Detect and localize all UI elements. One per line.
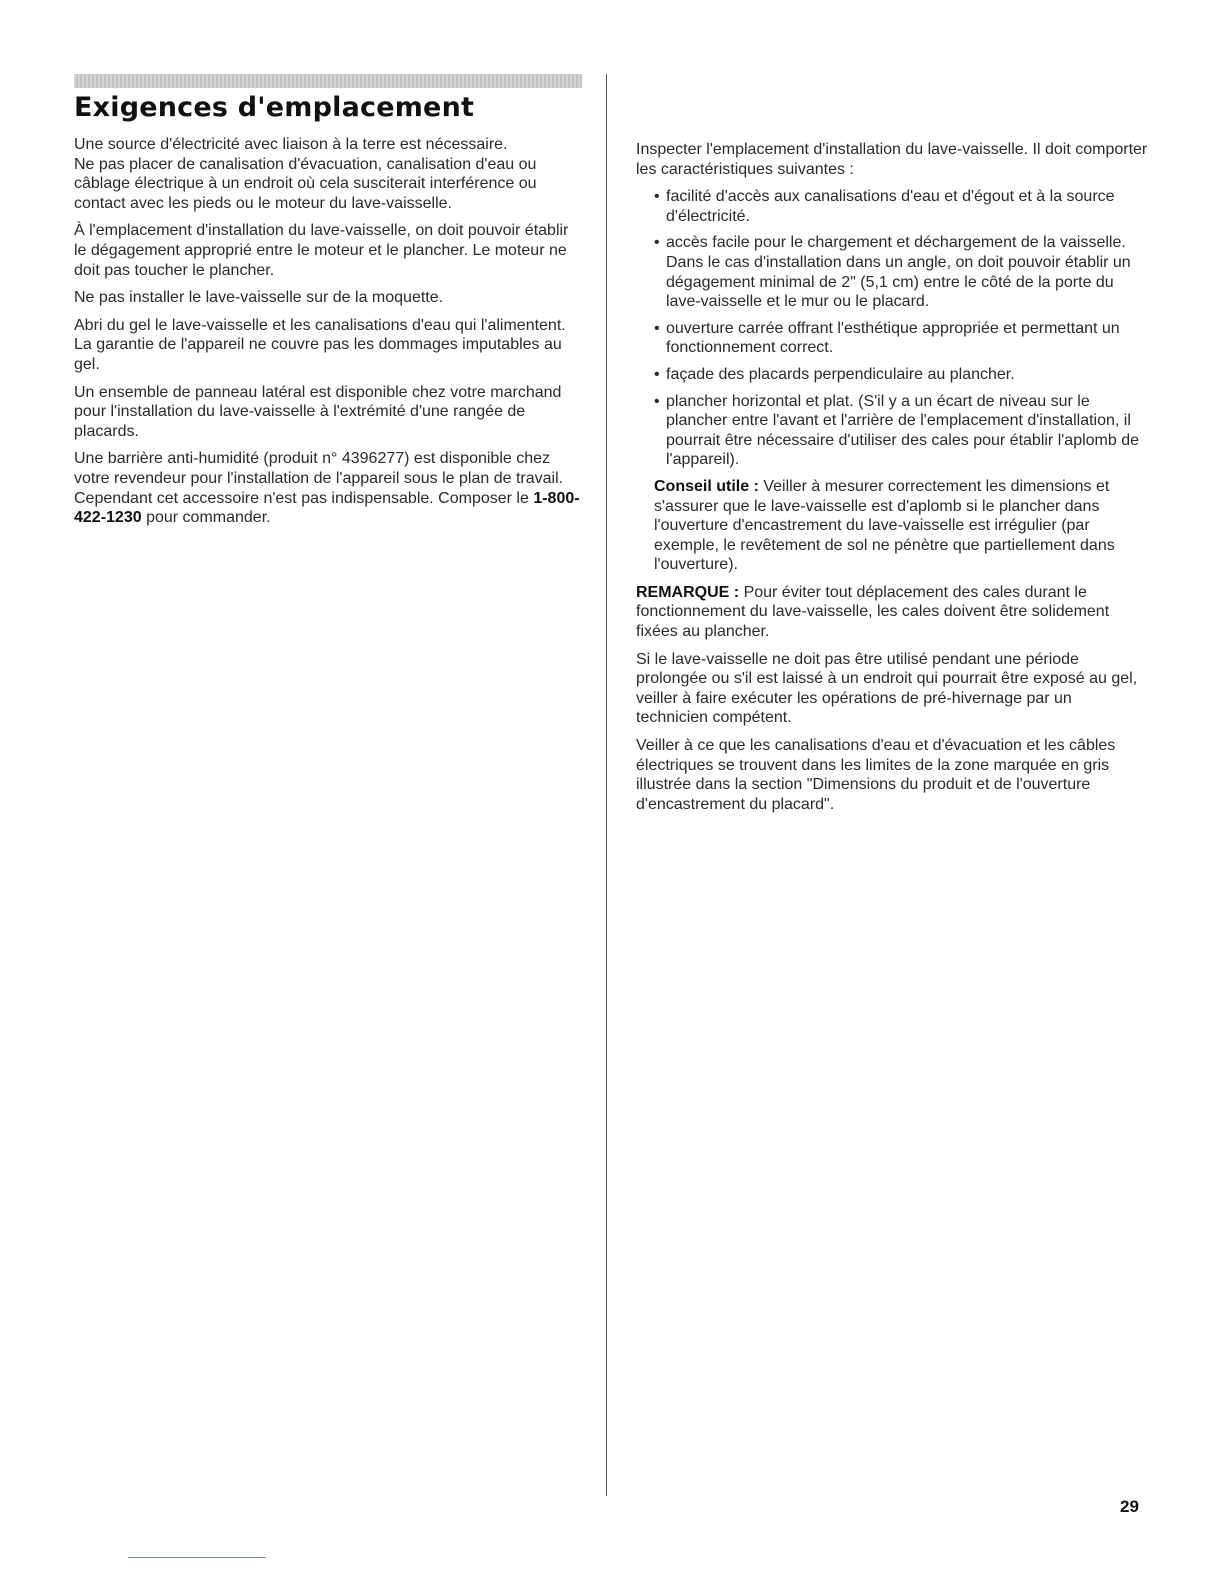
page-number: 29: [1120, 1497, 1139, 1516]
paragraph-winterizing: Si le lave-vaisselle ne doit pas être utilisé pendant une période prolongée ou s'il est laissé à un endroit qui pourrait être exposé au gel, veiller à faire exécuter les opérations de pré-hivernage par un technicien compétent.: [636, 650, 1138, 727]
corner-installation-note: Dans le cas d'installation dans un angle, on doit pouvoir établir un dégagement minimal de 2" (5,1 cm) entre le côté de la porte du lave-vaisselle et le mur ou le placard.: [666, 253, 1131, 311]
list-item: [654, 319, 1148, 358]
useful-tip: [654, 477, 1148, 575]
phone-number: 1-800-422-1230: [74, 489, 580, 527]
right-column: [636, 140, 1148, 822]
tip-text: Veiller à mesurer correctement les dimensions et s'assurer que le lave-vaisselle est d'aplomb si le plancher dans l'ouverture d'encastrement du lave-vaisselle est irrégulier (par exemple, le revêtement de sol ne pénètre que partiellement dans l'ouverture).: [654, 477, 1115, 574]
list-item-text: ouverture carrée offrant l'esthétique appropriée et permettant un fonctionnement correct.: [666, 319, 1120, 357]
list-item-text: façade des placards perpendiculaire au plancher.: [666, 365, 1015, 383]
bullet-icon: •: [654, 392, 660, 410]
requirements-list: [636, 187, 1148, 470]
paragraph-side-panel: Un ensemble de panneau latéral est disponible chez votre marchand pour l'installation du lave-vaisselle à l'extrémité d'une rangée de placards.: [74, 383, 562, 440]
paragraph-motor-clearance: À l'emplacement d'installation du lave-vaisselle, on doit pouvoir établir le dégagement approprié entre le moteur et le plancher. Le moteur ne doit pas toucher le plancher.: [74, 222, 569, 279]
bullet-icon: •: [654, 319, 660, 337]
list-item-text: plancher horizontal et plat. (S'il y a un écart de niveau sur le plancher entre l'avant et l'arrière de l'emplacement d'installation, il pourrait être nécessaire d'utiliser des cales pour établir l'aplomb de l'appareil).: [666, 392, 1140, 469]
paragraph-freeze: Abri du gel le lave-vaisselle et les canalisations d'eau qui l'alimentent. La garantie de l'appareil ne couvre pas les dommages imputables au gel.: [74, 316, 566, 373]
section-header-bar: [74, 74, 582, 88]
bottom-rule: [128, 1557, 266, 1558]
paragraph-grounding: Une source d'électricité avec liaison à la terre est nécessaire.: [74, 136, 508, 153]
section-title: Exigences d'emplacement: [74, 92, 475, 123]
bullet-icon: •: [654, 234, 660, 252]
column-divider: [606, 74, 607, 1496]
paragraph-drain-placement: Ne pas placer de canalisation d'évacuation, canalisation d'eau ou câblage électrique à un endroit où cela susciterait interférence ou contact avec les pieds ou le moteur du lave-vaisselle.: [74, 155, 537, 212]
list-item: [654, 392, 1148, 470]
barrier-suffix: pour commander.: [146, 509, 271, 527]
bullet-icon: •: [654, 188, 660, 206]
remark: [636, 583, 1148, 642]
paragraph-moisture-barrier: [74, 449, 582, 527]
list-item: [654, 187, 1148, 226]
list-item: [654, 365, 1148, 385]
left-column: [74, 74, 582, 536]
list-item-text: accès facile pour le chargement et déchargement de la vaisselle.: [666, 234, 1126, 252]
remark-label: REMARQUE :: [636, 583, 740, 601]
bullet-icon: •: [654, 365, 660, 383]
inspection-intro: Inspecter l'emplacement d'installation du lave-vaisselle. Il doit comporter les caractéristiques suivantes :: [636, 141, 1148, 178]
remark-text: Pour éviter tout déplacement des cales durant le fonctionnement du lave-vaisselle, les cales doivent être solidement fixées au plancher.: [636, 583, 1110, 641]
paragraph-carpet: Ne pas installer le lave-vaisselle sur de la moquette.: [74, 289, 444, 307]
tip-label: Conseil utile :: [654, 477, 759, 495]
barrier-text: Une barrière anti-humidité (produit n° 4396277) est disponible chez votre revendeur pour l'installation de l'appareil sous le plan de travail. Cependant cet accessoire n'est pas indispensable. Composer le: [74, 450, 564, 507]
paragraph-shaded-zone: Veiller à ce que les canalisations d'eau et d'évacuation et les câbles électriques se trouvent dans les limites de la zone marquée en gris illustrée dans la section "Dimensions du produit et de l'ouverture d'encastrement du placard".: [636, 737, 1116, 813]
list-item-text: facilité d'accès aux canalisations d'eau et d'égout et à la source d'électricité.: [666, 188, 1115, 225]
list-item: [654, 233, 1148, 311]
